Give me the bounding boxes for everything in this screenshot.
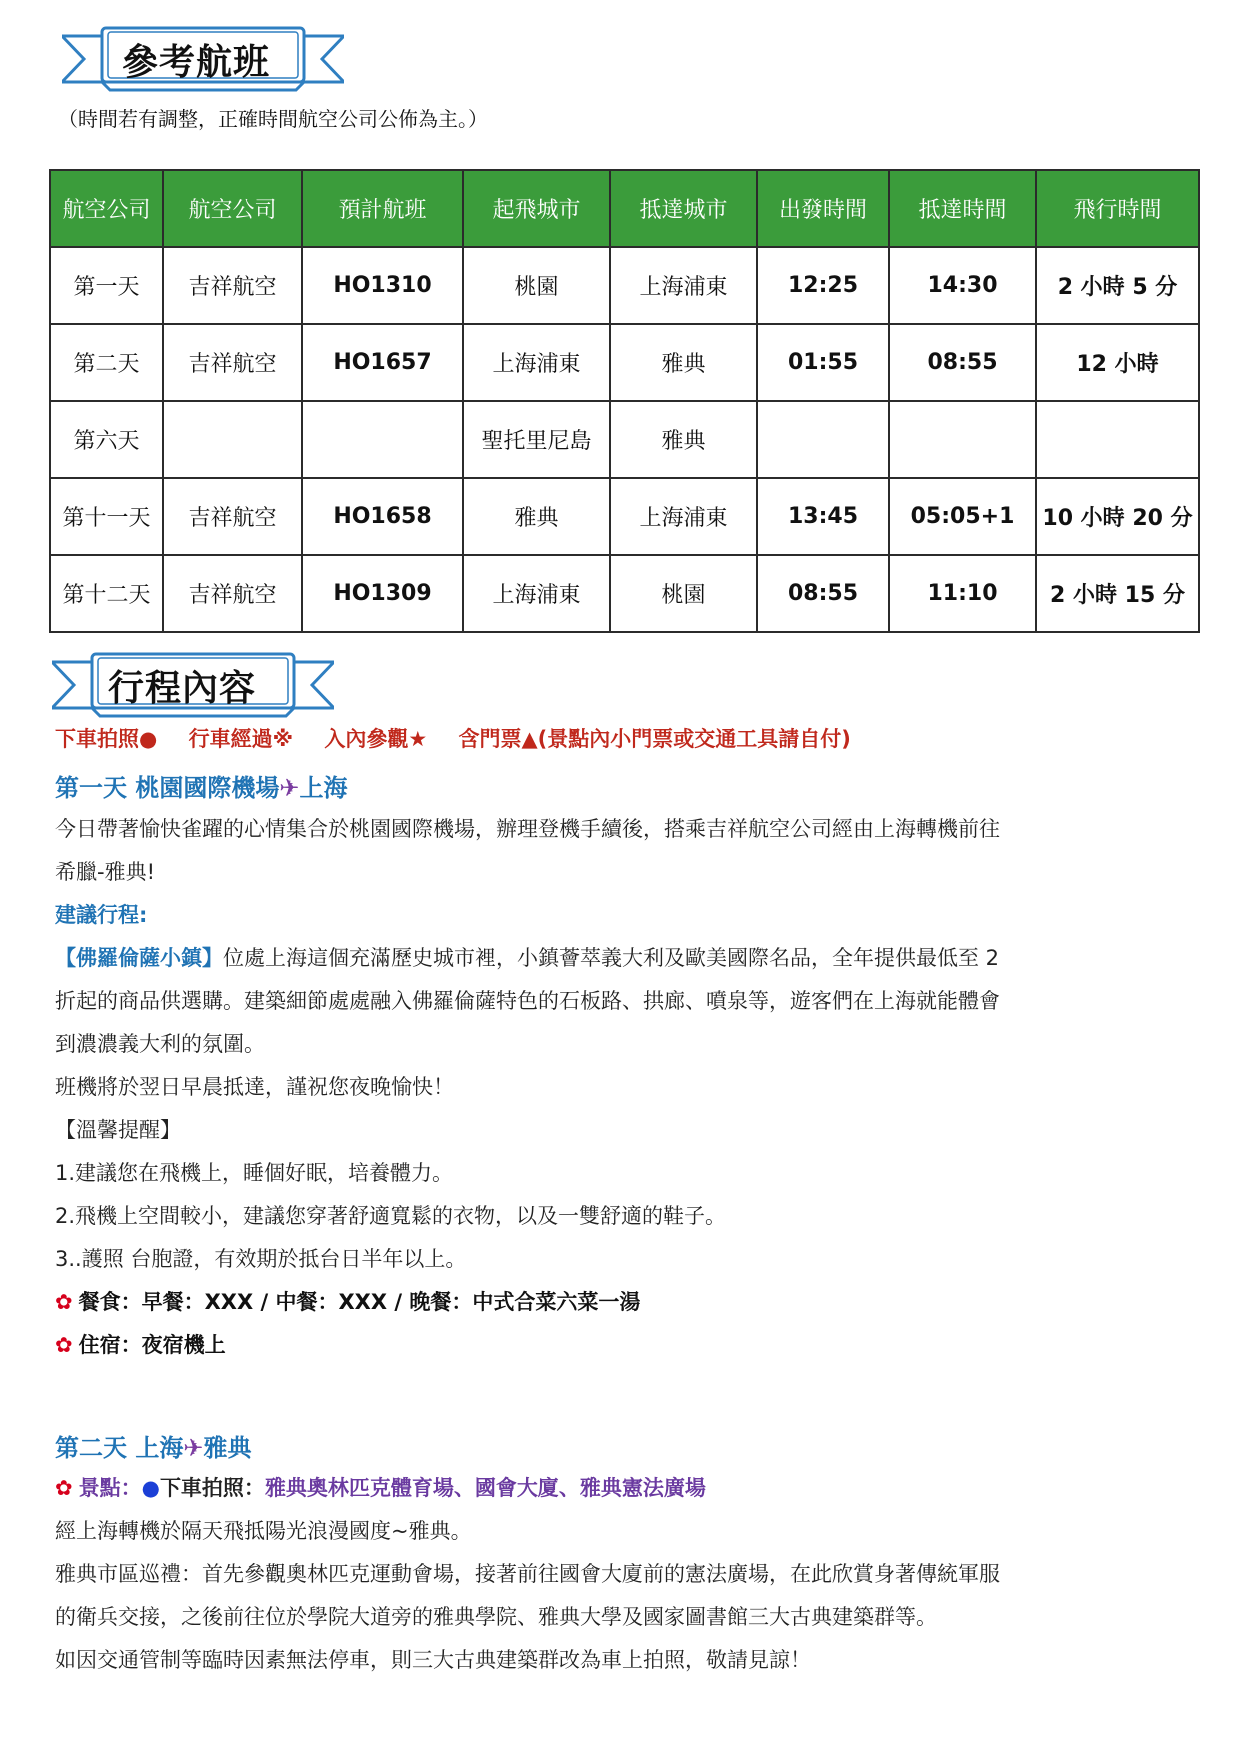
legend-pass: 行車經過※: [188, 727, 294, 751]
header-cell: 起飛城市: [463, 170, 610, 247]
departure-time-cell: 08:55: [757, 555, 889, 632]
airline-cell: 吉祥航空: [163, 324, 302, 401]
header-cell: 飛行時間: [1036, 170, 1199, 247]
day2-title: [55, 1428, 251, 1463]
day-cell: 第二天: [50, 324, 163, 401]
arrival-time-cell: [889, 401, 1036, 478]
banner-title: 行程內容: [108, 668, 257, 709]
table-row: [50, 401, 1199, 478]
flight-code-cell: HO1310: [302, 247, 463, 324]
header-cell: 抵達時間: [889, 170, 1036, 247]
reminder-heading: 【溫馨提醒】: [55, 1118, 181, 1142]
airline-cell: 吉祥航空: [163, 478, 302, 555]
day2-scenic-spots: [55, 1467, 706, 1510]
flight-table: [49, 169, 1200, 633]
day1-intro-line2: 希臘-雅典!: [55, 860, 155, 884]
legend-photo: 下車拍照●: [55, 727, 158, 751]
arrival-city-cell: 上海浦東: [610, 478, 757, 555]
meals-text: 餐食：早餐：XXX / 中餐：XXX / 晚餐：中式合菜六菜一湯: [78, 1290, 641, 1314]
arrival-city-cell: 上海浦東: [610, 247, 757, 324]
reminder-item-3: 3..護照 台胞證，有效期於抵台日半年以上。: [55, 1247, 467, 1271]
table-row: [50, 247, 1199, 324]
suggested-itinerary-label: 建議行程:: [55, 903, 148, 927]
legend-visit: 入內參觀★: [324, 727, 428, 751]
table-row: [50, 478, 1199, 555]
departure-city-cell: 雅典: [463, 478, 610, 555]
day1-meals: [55, 1281, 640, 1324]
airline-cell: 吉祥航空: [163, 247, 302, 324]
accommodation-text: 住宿：夜宿機上: [78, 1333, 226, 1357]
day2-tour-line1: 雅典市區巡禮：首先參觀奧林匹克運動會場，接著前往國會大廈前的憲法廣場，在此欣賞身著傳統軍服: [55, 1562, 1000, 1586]
symbol-legend: [55, 723, 875, 753]
flight-duration-cell: 2 小時 15 分: [1036, 555, 1199, 632]
banner-title: 參考航班: [122, 42, 271, 83]
day1-arrival-note: 班機將於翌日早晨抵達，謹祝您夜晚愉快！: [55, 1075, 454, 1099]
scenic-spot-list: 雅典奧林匹克體育場、國會大廈、雅典憲法廣場: [264, 1476, 706, 1500]
header-cell: 航空公司: [163, 170, 302, 247]
day2-arrival: 經上海轉機於隔天飛抵陽光浪漫國度~雅典。: [55, 1519, 472, 1543]
departure-city-cell: 上海浦東: [463, 555, 610, 632]
header-cell: 航空公司: [50, 170, 163, 247]
reminder-item-2: 2.飛機上空間較小，建議您穿著舒適寬鬆的衣物，以及一雙舒適的鞋子。: [55, 1204, 727, 1228]
day2-title-destination: 雅典: [203, 1434, 252, 1462]
flight-code-cell: [302, 401, 463, 478]
table-row: [50, 555, 1199, 632]
day1-title: [55, 768, 347, 803]
arrival-time-cell: 11:10: [889, 555, 1036, 632]
schedule-note: （時間若有調整，正確時間航空公司公佈為主。）: [58, 107, 488, 131]
day2-tour-line2: 的衛兵交接，之後前往位於學院大道旁的雅典學院、雅典大學及國家圖書館三大古典建築群等。: [55, 1605, 937, 1629]
reminder-item-1: 1.建議您在飛機上，睡個好眠，培養體力。: [55, 1161, 454, 1185]
photo-dot-icon: ●: [141, 1476, 160, 1500]
plane-icon: ✈: [183, 1434, 204, 1462]
day-cell: 第一天: [50, 247, 163, 324]
arrival-city-cell: 雅典: [610, 401, 757, 478]
arrival-time-cell: 14:30: [889, 247, 1036, 324]
section-banner-itinerary: [52, 652, 334, 718]
day1-spot-line1: [55, 937, 999, 980]
day-cell: 第十一天: [50, 478, 163, 555]
arrival-city-cell: 雅典: [610, 324, 757, 401]
flight-code-cell: HO1309: [302, 555, 463, 632]
flight-duration-cell: 2 小時 5 分: [1036, 247, 1199, 324]
flower-icon: ✿: [55, 1333, 73, 1357]
day1-accommodation: [55, 1324, 226, 1367]
day2-title-origin: 第二天 上海: [55, 1434, 184, 1462]
arrival-city-cell: 桃園: [610, 555, 757, 632]
flight-code-cell: HO1657: [302, 324, 463, 401]
departure-time-cell: 01:55: [757, 324, 889, 401]
day1-intro-line1: 今日帶著愉快雀躍的心情集合於桃園國際機場，辦理登機手續後，搭乘吉祥航空公司經由上海轉機前往: [55, 817, 1000, 841]
day-cell: 第六天: [50, 401, 163, 478]
flight-code-cell: HO1658: [302, 478, 463, 555]
day-cell: 第十二天: [50, 555, 163, 632]
departure-time-cell: 12:25: [757, 247, 889, 324]
spot-name: 【佛羅倫薩小鎮】: [55, 946, 223, 970]
departure-city-cell: 上海浦東: [463, 324, 610, 401]
spot-description: 位處上海這個充滿歷史城市裡，小鎮薈萃義大利及歐美國際名品，全年提供最低至 2: [223, 946, 1000, 970]
departure-city-cell: 聖托里尼島: [463, 401, 610, 478]
table-header-row: [50, 170, 1199, 247]
flight-duration-cell: 10 小時 20 分: [1036, 478, 1199, 555]
section-banner-flights: [62, 26, 344, 92]
day1-title-destination: 上海: [299, 774, 348, 802]
airline-cell: [163, 401, 302, 478]
day2-traffic-note: 如因交通管制等臨時因素無法停車，則三大古典建築群改為車上拍照，敬請見諒！: [55, 1648, 811, 1672]
flight-duration-cell: 12 小時: [1036, 324, 1199, 401]
header-cell: 抵達城市: [610, 170, 757, 247]
plane-icon: ✈: [279, 774, 300, 802]
header-cell: 預計航班: [302, 170, 463, 247]
departure-city-cell: 桃園: [463, 247, 610, 324]
day1-spot-line2: 折起的商品供選購。建築細節處處融入佛羅倫薩特色的石板路、拱廊、噴泉等，遊客們在上海就能體會: [55, 989, 1000, 1013]
flower-icon: ✿: [55, 1290, 73, 1314]
table-row: [50, 324, 1199, 401]
photo-stop-label: 下車拍照：: [159, 1476, 265, 1500]
day1-spot-line3: 到濃濃義大利的氛圍。: [55, 1032, 265, 1056]
scenic-label: 景點：: [78, 1476, 142, 1500]
arrival-time-cell: 08:55: [889, 324, 1036, 401]
legend-ticket: 含門票▲(景點內小門票或交通工具請自付): [458, 727, 851, 751]
header-cell: 出發時間: [757, 170, 889, 247]
departure-time-cell: [757, 401, 889, 478]
departure-time-cell: 13:45: [757, 478, 889, 555]
airline-cell: 吉祥航空: [163, 555, 302, 632]
day1-title-origin: 第一天 桃園國際機場: [55, 774, 280, 802]
flight-duration-cell: [1036, 401, 1199, 478]
arrival-time-cell: 05:05+1: [889, 478, 1036, 555]
flower-icon: ✿: [55, 1476, 73, 1500]
